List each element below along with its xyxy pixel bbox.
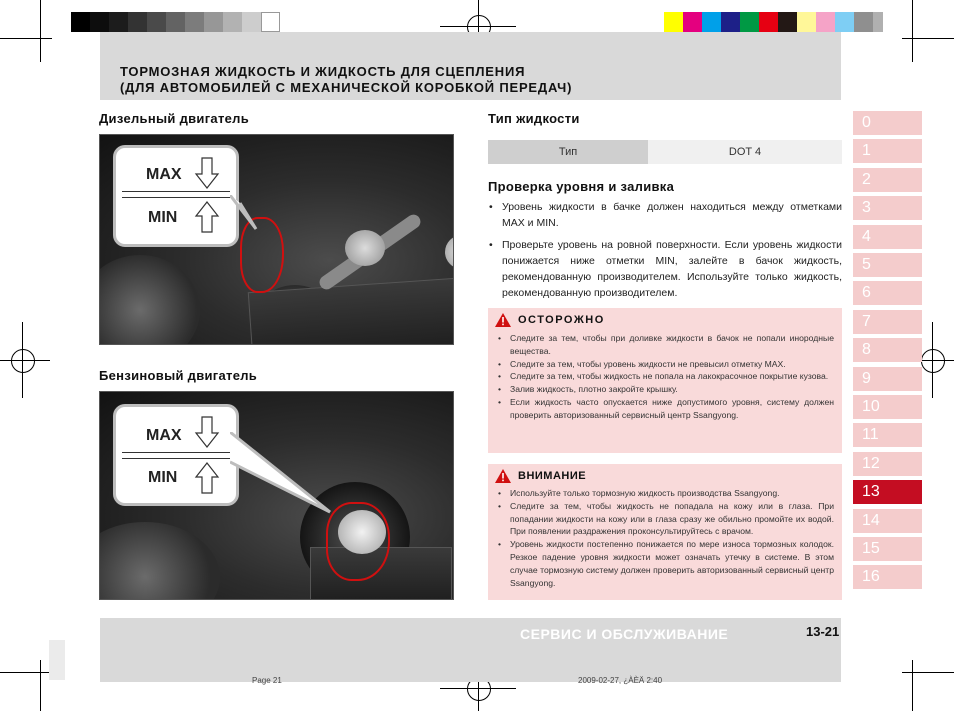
fluid-type-table: [488, 140, 842, 164]
crop-mark: [912, 660, 913, 711]
chapter-tab-3[interactable]: 3: [853, 196, 922, 220]
attention-title: ВНИМАНИЕ: [518, 470, 587, 482]
section-title: СЕРВИС И ОБСЛУЖИВАНИЕ: [520, 626, 729, 642]
chapter-tab-14[interactable]: 14: [853, 509, 922, 533]
chapter-tab-7[interactable]: 7: [853, 310, 922, 334]
arrow-down-icon: [194, 156, 220, 190]
diesel-heading: Дизельный двигатель: [99, 111, 250, 126]
chapter-tab-2[interactable]: 2: [853, 168, 922, 192]
crop-mark: [902, 672, 954, 673]
caution-box: [488, 308, 842, 453]
chapter-tab-11[interactable]: 11: [853, 423, 922, 447]
list-item: • Следите за тем, чтобы жидкость не попадала на кожу или в глаза. При попадании жидкости на кожу или в глаза сразу же обильно промойте их водой. При появлении раздражения проконсультируйтесь с врачом.: [496, 500, 834, 538]
callout-pointer: [230, 432, 340, 522]
print-page-label: Page 21: [252, 676, 282, 685]
chapter-tab-5[interactable]: 5: [853, 253, 922, 277]
chapter-tab-8[interactable]: 8: [853, 338, 922, 362]
margin-strip: [49, 640, 65, 680]
chapter-tab-4[interactable]: 4: [853, 225, 922, 249]
crop-mark: [40, 660, 41, 711]
attention-box: [488, 464, 842, 600]
chapter-tab-6[interactable]: 6: [853, 281, 922, 305]
list-item: • Если жидкость часто опускается ниже допустимого уровня, систему должен проверить авторизованный сервисный центр Ssangyong.: [496, 396, 834, 422]
footer-band: [100, 618, 841, 682]
list-item: • Используйте только тормозную жидкость производства Ssangyong.: [496, 487, 834, 500]
fluid-type-heading: Тип жидкости: [488, 111, 580, 126]
chapter-tab-10[interactable]: 10: [853, 395, 922, 419]
max-label: MAX: [146, 427, 182, 444]
list-item: • Следите за тем, чтобы жидкость не попала на лакокрасочное покрытие кузова.: [496, 370, 834, 383]
list-item: • Залив жидкость, плотно закройте крышку.: [496, 383, 834, 396]
list-item: • Следите за тем, чтобы уровень жидкости не превысил отметку MAX.: [496, 358, 834, 371]
chapter-tab-0[interactable]: 0: [853, 111, 922, 135]
list-item: • Уровень жидкости постепенно понижается по мере износа тормозных колодок. Резкое падение уровня жидкости может означать утечку в системе. В этом случае тормозную систему должен проверить авторизованный сервисный центр Ssangyong.: [496, 538, 834, 589]
warning-triangle-icon: [495, 469, 511, 483]
check-heading: Проверка уровня и заливка: [488, 179, 675, 194]
arrow-down-icon: [194, 415, 220, 449]
page-title-line1: ТОРМОЗНАЯ ЖИДКОСТЬ И ЖИДКОСТЬ ДЛЯ СЦЕПЛЕНИЯ: [120, 64, 526, 79]
level-callout: [113, 145, 239, 247]
chapter-tab-16[interactable]: 16: [853, 565, 922, 589]
min-label: MIN: [148, 469, 178, 486]
arrow-up-icon: [194, 461, 220, 495]
crop-mark: [0, 672, 52, 673]
diesel-engine-photo: [99, 134, 454, 345]
crop-mark: [40, 0, 41, 62]
chapter-tab-12[interactable]: 12: [853, 452, 922, 476]
registration-mark: [921, 349, 945, 373]
list-item: • Уровень жидкости в бачке должен находиться между отметками MAX и MIN.: [488, 199, 842, 231]
list-item: • Следите за тем, чтобы при доливке жидкости в бачок не попали инородные вещества.: [496, 332, 834, 358]
level-callout: [113, 404, 239, 506]
callout-pointer: [230, 195, 260, 235]
crop-mark: [902, 38, 954, 39]
table-value-cell: DOT 4: [648, 140, 842, 164]
crop-mark: [912, 0, 913, 62]
registration-mark: [11, 349, 35, 373]
page-title-line2: (ДЛЯ АВТОМОБИЛЕЙ С МЕХАНИЧЕСКОЙ КОРОБКОЙ ПЕРЕДАЧ): [120, 80, 573, 95]
chapter-tab-15[interactable]: 15: [853, 537, 922, 561]
warning-triangle-icon: [495, 313, 511, 327]
caution-title: ОСТОРОЖНО: [518, 314, 605, 326]
petrol-engine-photo: [99, 391, 454, 600]
page-number: 13-21: [806, 624, 840, 639]
print-timestamp: 2009-02-27, ¿ÀÈÄ 2:40: [578, 676, 663, 685]
chapter-tab-1[interactable]: 1: [853, 139, 922, 163]
petrol-heading: Бензиновый двигатель: [99, 368, 258, 383]
crop-mark: [0, 38, 52, 39]
check-list: [488, 199, 842, 301]
arrow-up-icon: [194, 200, 220, 234]
chapter-tab-13[interactable]: 13: [853, 480, 922, 504]
min-label: MIN: [148, 209, 178, 226]
list-item: • Проверьте уровень на ровной поверхности. Если уровень жидкости понижается ниже отметки MIN, залейте в бачок жидкость, рекомендованную производителем. Используйте только жидкость, рекомендованную производителем.: [488, 237, 842, 301]
max-label: MAX: [146, 166, 182, 183]
chapter-tab-9[interactable]: 9: [853, 367, 922, 391]
table-header-cell: Тип: [488, 140, 648, 164]
